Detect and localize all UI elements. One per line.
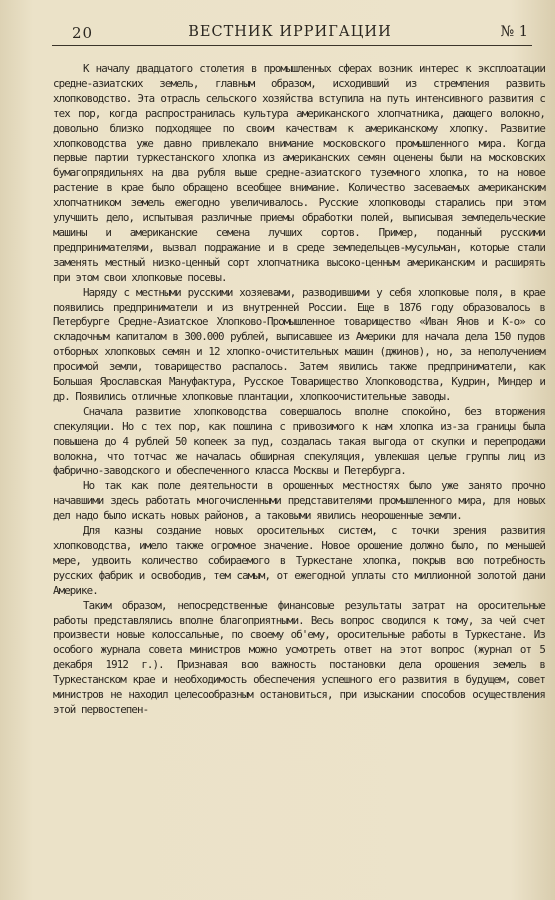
paragraph: Наряду с местными русскими хозяевами, разводившими у себя хлопковые поля, в крае появились предприниматели и из внутренней России. Еще в 1876 году образовалось в Петербурге Средне-Азиатское Хлопково-Промышленное товарищество «Иван Янов и К-о» со складочным капиталом в 300.000 рублей, выписавшее из Америки для начала дела 150 пудов отборных хлопковых семян и 12 хлопко-очистительных машин (джинов), но, за неполучением просимой земли, товарищество распалось. Затем явились также предприниматели, как Большая Ярославская Мануфактура, Русское Товарищество Хлопководства, Кудрин, Миндер и др. Появились отличные хлопковые плантации, хлопкоочистительные заводы. xyxy=(53,285,545,403)
paragraph: К началу двадцатого столетия в промышленных сферах возник интерес к эксплоатации средне-азиатских земель, главным образом, исходивший из стремления развить хлопководство. Эта отрасль сельского хозяйства вступила на путь интенсивного развития с тех пор, когда распространилась культура американского хлопчатника, дающего волокно, довольно близко подходящее по своим качествам к американскому хлопку. Развитие хлопководства уже давно привлекало внимание московского промышленного мира. Когда первые партии туркестанского хлопка из американских семян оценены были на московских бумагопрядильнях на два рубля выше средне-азиатского туземного хлопка, то на новое растение в крае было обращено всеобщее внимание. Количество засеваемых американским хлопчатником земель ежегодно увеличивалось. Русские хлопководы старались при этом улучшить дело, испытывая различные приемы обработки полей, выписывая земледельческие машины и американские семена лучших сортов. Пример, поданный русскими предпринимателями, вызвал подражание и в среде земледельцев-мусульман, которые стали заменять местный низко-ценный сорт хлопчатника высоко-ценным американским и расширять при этом свои хлопковые посевы. xyxy=(53,62,545,284)
journal-title: ВЕСТНИК ИРРИГАЦИИ xyxy=(188,24,392,40)
paragraph: Но так как поле деятельности в орошенных местностях было уже занято прочно начавшими здесь работать многочисленными представителями промышленного мира, для новых дел надо было искать новых районов, а таковыми явились неорошенные земли. xyxy=(53,479,545,523)
issue-number: № 1 xyxy=(500,24,528,40)
paragraph: Таким образом, непосредственные финансовые результаты затрат на оросительные работы представлялись вполне благоприятными. Весь вопрос сводился к тому, за чей счет произвести новые колоссальные, по своему об'ему, оросительные работы в Туркестане. Из особого журнала совета министров можно усмотреть ответ на этот вопрос (журнал от 5 декабря 1912 г.). Признавая всю важность постановки дела орошения земель в Туркестанском крае и необходимость обеспечения успешного его развития в будущем, совет министров не находил целесообразным остановиться, при изыскании способов осуществления этой первостепен- xyxy=(53,598,545,716)
paragraph: Сначала развитие хлопководства совершалось вполне спокойно, без вторжения спекуляции. Но с тех пор, как пошлина с привозимого к нам хлопка из-за границы была повышена до 4 рублей 50 копеек за пуд, создалась такая выгода от скупки и перепродажи волокна, что тотчас же началась обширная спекуляция, увлекшая целые группы лиц из фабрично-заводского и обеспеченного класса Москвы и Петербурга. xyxy=(53,404,545,478)
header-rule xyxy=(52,45,532,46)
article-body xyxy=(53,62,545,718)
page-number: 20 xyxy=(72,24,94,42)
paragraph: Для казны создание новых оросительных систем, с точки зрения развития хлопководства, имело также огромное значение. Новое орошение должно было, по меньшей мере, удвоить количество собираемого в Туркестане хлопка, покрыв всю потребность русских фабрик и освободив, тем самым, от ежегодной уплаты сто миллионной золотой дани Америке. xyxy=(53,524,545,597)
